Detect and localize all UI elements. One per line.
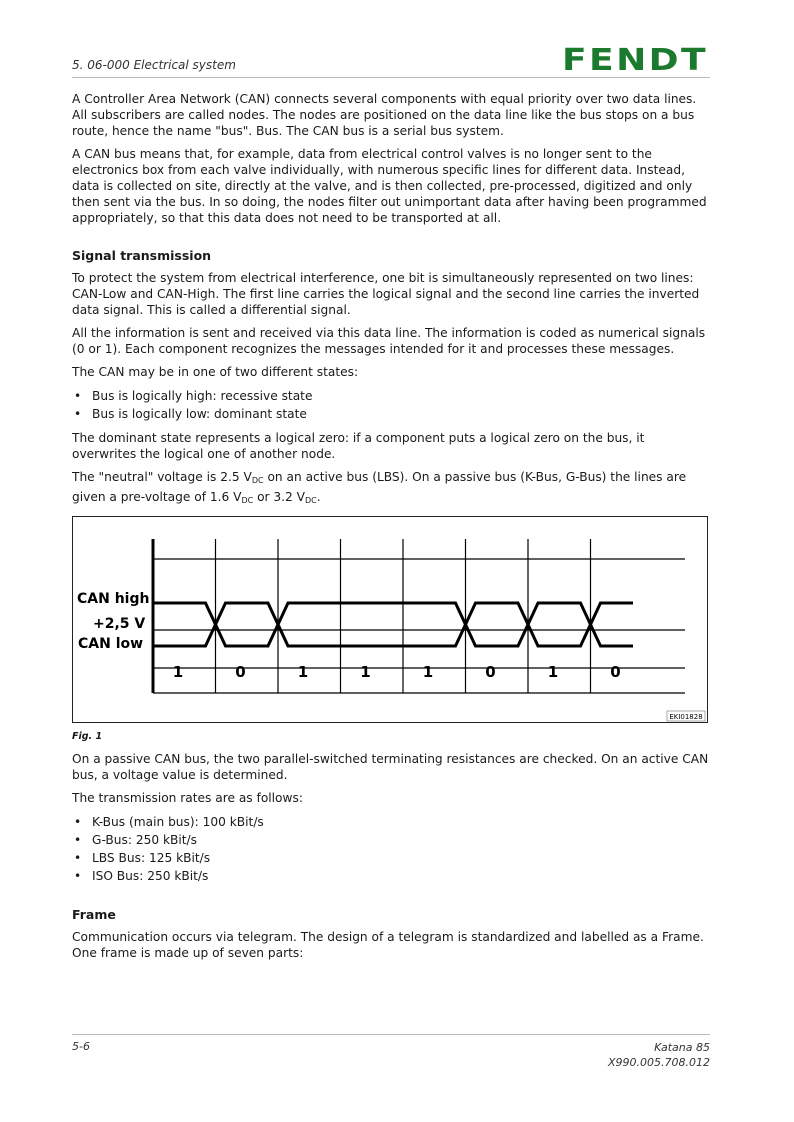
can-high-trace — [153, 603, 633, 646]
page-number: 5-6 — [72, 1040, 90, 1053]
heading-signal-transmission: Signal transmission — [72, 248, 212, 263]
paragraph-passive-bus: On a passive CAN bus, the two parallel-switched terminating resistances are checked. On an active CAN bus, a voltage value is determined. — [72, 752, 709, 782]
page-header — [72, 44, 710, 78]
fendt-logo — [560, 44, 710, 74]
label-can-low: CAN low — [78, 636, 144, 652]
bit-label: 0 — [235, 663, 246, 681]
list-item: • LBS Bus: 125 kBit/s — [72, 849, 712, 867]
paragraph-differential: To protect the system from electrical interference, one bit is simultaneously represented on two lines: CAN-Low and CAN-High. The first line carries the logical signal and the second line carries the inverted data signal. This is called a differential signal. — [72, 271, 700, 317]
bit-label: 1 — [422, 663, 434, 681]
footer-divider — [72, 1034, 710, 1035]
bit-label: 1 — [297, 663, 309, 681]
bit-label: 0 — [485, 663, 496, 681]
svg-text:FENDT: FENDT — [562, 44, 708, 74]
bit-label: 1 — [360, 663, 371, 681]
section-title: 5. 06-000 Electrical system — [72, 58, 236, 72]
figure-code: EKI01828 — [669, 713, 703, 721]
rates-list — [72, 813, 712, 885]
figure-caption: Fig. 1 — [72, 731, 103, 742]
can-signal-figure — [72, 516, 708, 723]
paragraph-voltage: The "neutral" voltage is 2.5 $V_{DC}$ on an active bus (LBS). On a passive bus (K-Bus, G-Bus) the lines are given a pre-voltage of 1.6 $V_{DC}$ or 3.2 $V_{DC}$. — [72, 470, 687, 505]
list-item: • G-Bus: 250 kBit/s — [72, 831, 712, 849]
states-list — [72, 387, 712, 423]
list-item: • Bus is logically low: dominant state — [72, 405, 712, 423]
document-number: X990.005.708.012 — [607, 1056, 710, 1069]
bit-label: 1 — [172, 663, 184, 681]
label-can-high: CAN high — [77, 591, 150, 607]
bit-label: 0 — [610, 663, 621, 681]
footer-doc-info — [608, 1040, 710, 1070]
document-body — [72, 91, 712, 968]
paragraph-dominant: The dominant state represents a logical zero: if a component puts a logical zero on the bus, it overwrites the logical one of another node. — [72, 431, 645, 461]
list-item: • Bus is logically high: recessive state — [72, 387, 712, 405]
model-name: Katana 85 — [654, 1041, 710, 1054]
header-divider — [72, 77, 710, 78]
paragraph-can-bus: A CAN bus means that, for example, data from electrical control valves is no longer sent to the electronics box from each valve individually, with numerous specific lines for different data. Instead, data is collected on site, directly at the valve, and is then collected, pre-processed, digitized and only then sent via the bus. In so doing, the nodes filter out unimportant data after having been programmed appropriately, so that this data does not need to be transported at all. — [72, 147, 707, 225]
paragraph-coding: All the information is sent and received via this data line. The information is coded as numerical signals (0 or 1). Each component recognizes the messages intended for it and processes these messages. — [72, 326, 706, 356]
can-low-trace — [153, 603, 633, 646]
label-voltage: +2,5 V — [93, 616, 146, 632]
list-item: • K-Bus (main bus): 100 kBit/s — [72, 813, 712, 831]
bit-label: 1 — [547, 663, 559, 681]
heading-frame: Frame — [72, 907, 116, 922]
list-item: • ISO Bus: 250 kBit/s — [72, 867, 712, 885]
paragraph-states-intro: The CAN may be in one of two different states: — [72, 365, 359, 379]
paragraph-frame: Communication occurs via telegram. The design of a telegram is standardized and labelled as a Frame. One frame is made up of seven parts: — [72, 930, 704, 960]
paragraph-can-intro: A Controller Area Network (CAN) connects several components with equal priority over two data lines. All subscribers are called nodes. The nodes are positioned on the data line like the bus stops on a bus route, hence the name "bus". Bus. The CAN bus is a serial bus system. — [72, 92, 697, 138]
paragraph-rates-intro: The transmission rates are as follows: — [72, 791, 303, 805]
